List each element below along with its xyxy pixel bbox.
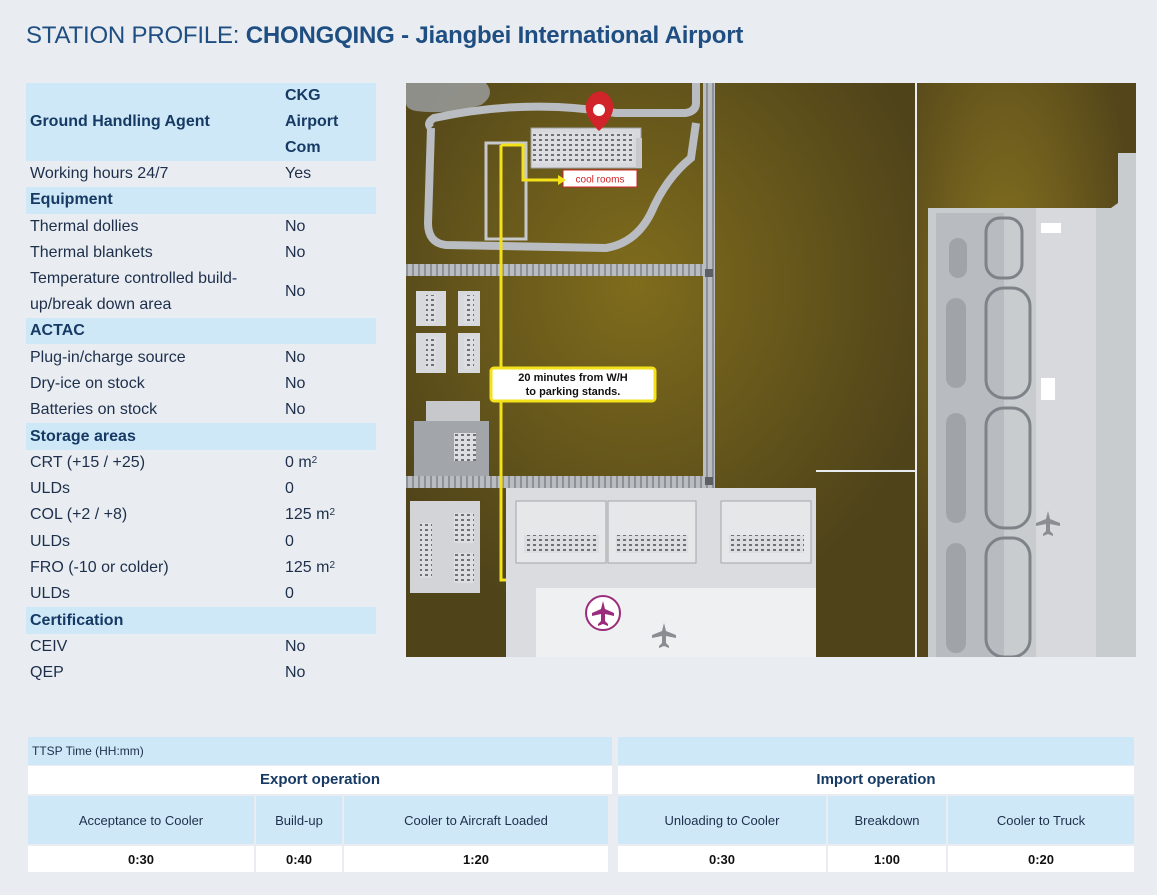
profile-key: FRO (-10 or colder) — [30, 559, 169, 576]
export-ttsp-table — [28, 737, 612, 872]
page-title — [26, 22, 743, 50]
profile-key: ULDs — [30, 480, 71, 498]
section-header — [26, 318, 376, 344]
unit-superscript: 2 — [329, 507, 336, 519]
profile-key: Thermal blankets — [30, 244, 153, 262]
profile-value-text: No — [285, 217, 306, 235]
profile-key: Dry-ice on stock — [30, 374, 145, 392]
import-ttsp-table — [618, 737, 1134, 872]
profile-value-text: 0 — [285, 480, 294, 498]
profile-row — [26, 344, 376, 370]
export-val-cooler-to-aircraft: 1:20 — [344, 846, 608, 872]
profile-value — [281, 214, 376, 240]
section-header — [26, 607, 376, 633]
export-val-buildup: 0:40 — [256, 846, 342, 872]
profile-value-text: CKG Airport Com — [285, 87, 339, 156]
profile-key: Plug-in/charge source — [30, 348, 186, 366]
profile-row — [26, 476, 376, 502]
profile-row — [26, 555, 376, 581]
profile-row — [26, 214, 376, 240]
airport-map — [406, 83, 1136, 657]
profile-row — [26, 450, 376, 476]
profile-key: Equipment — [30, 191, 113, 209]
profile-row — [26, 161, 376, 187]
profile-value — [281, 476, 376, 502]
profile-value-text: Yes — [285, 165, 312, 183]
profile-row — [26, 502, 376, 528]
profile-value-text: 0 — [285, 585, 294, 603]
import-col-unloading: Unloading to Cooler — [618, 796, 826, 844]
profile-key: Batteries on stock — [30, 401, 158, 419]
profile-row — [26, 581, 376, 607]
profile-row — [26, 660, 376, 686]
export-col-acceptance: Acceptance to Cooler — [28, 796, 254, 844]
import-val-breakdown: 1:00 — [828, 846, 946, 872]
import-col-cooler-to-truck: Cooler to Truck — [948, 796, 1134, 844]
import-operation-title: Import operation — [618, 766, 1134, 794]
export-operation-title: Export operation — [28, 766, 612, 794]
station-profile-table — [26, 83, 376, 686]
cool-rooms-label: cool rooms — [575, 174, 625, 186]
export-val-acceptance: 0:30 — [28, 846, 254, 872]
profile-value — [281, 581, 376, 607]
profile-value — [281, 240, 376, 266]
profile-value-text: No — [285, 637, 306, 655]
profile-value-text: 0 m — [285, 453, 312, 471]
export-col-buildup: Build-up — [256, 796, 342, 844]
unit-superscript: 2 — [329, 560, 336, 571]
profile-key: QEP — [30, 664, 64, 682]
airplane-badge-icon — [586, 596, 620, 630]
profile-key: ACTAC — [30, 322, 85, 340]
profile-row — [26, 397, 376, 423]
profile-key: Temperature controlled build-up/break down area — [30, 270, 238, 314]
profile-value-text: No — [285, 244, 306, 262]
route-note-line2: to parking stands. — [525, 386, 621, 398]
profile-key: Storage areas — [30, 427, 136, 445]
profile-value — [281, 279, 376, 305]
profile-value — [281, 83, 376, 161]
profile-value — [281, 450, 376, 476]
import-val-cooler-to-truck: 0:20 — [948, 846, 1134, 872]
airport-map-graphic — [406, 83, 1136, 657]
profile-row — [26, 529, 376, 555]
profile-value — [281, 345, 376, 371]
profile-value-text: 125 m — [285, 559, 330, 576]
profile-value — [281, 371, 376, 397]
import-val-unloading: 0:30 — [618, 846, 826, 872]
profile-value — [281, 634, 376, 660]
section-header — [26, 187, 376, 213]
section-header — [26, 83, 376, 161]
profile-value — [281, 397, 376, 423]
profile-value — [281, 555, 376, 581]
profile-value-text: No — [285, 374, 306, 392]
profile-value-text: No — [285, 283, 306, 301]
profile-value-text: No — [285, 664, 306, 682]
profile-value-text: No — [285, 401, 306, 419]
ttsp-label: TTSP Time (HH:mm) — [28, 737, 612, 765]
profile-value — [281, 660, 376, 686]
station-name: CHONGQING - Jiangbei International Airport — [245, 22, 744, 49]
profile-value — [281, 529, 376, 555]
export-col-cooler-to-aircraft: Cooler to Aircraft Loaded — [344, 796, 608, 844]
profile-row — [26, 634, 376, 660]
profile-value — [281, 161, 376, 187]
profile-key: Certification — [30, 611, 124, 629]
profile-value-text: 0 — [285, 532, 294, 550]
unit-superscript: 2 — [311, 454, 318, 466]
profile-key: ULDs — [30, 532, 71, 550]
profile-value-text: 125 m — [285, 506, 330, 524]
route-note-line1: 20 minutes from W/H — [518, 372, 628, 384]
profile-key: Thermal dollies — [30, 217, 139, 235]
section-header — [26, 423, 376, 449]
profile-row — [26, 266, 376, 318]
profile-key: CRT (+15 / +25) — [30, 453, 146, 471]
profile-value-text: No — [285, 348, 306, 366]
profile-key: Working hours 24/7 — [30, 165, 169, 183]
title-prefix: STATION PROFILE: — [26, 22, 246, 49]
import-col-breakdown: Breakdown — [828, 796, 946, 844]
import-header-bar — [618, 737, 1134, 765]
profile-key: Ground Handling Agent — [30, 113, 210, 130]
profile-row — [26, 240, 376, 266]
profile-row — [26, 371, 376, 397]
profile-value — [281, 502, 376, 528]
profile-key: ULDs — [30, 585, 71, 603]
profile-key: COL (+2 / +8) — [30, 506, 128, 524]
profile-key: CEIV — [30, 637, 68, 655]
